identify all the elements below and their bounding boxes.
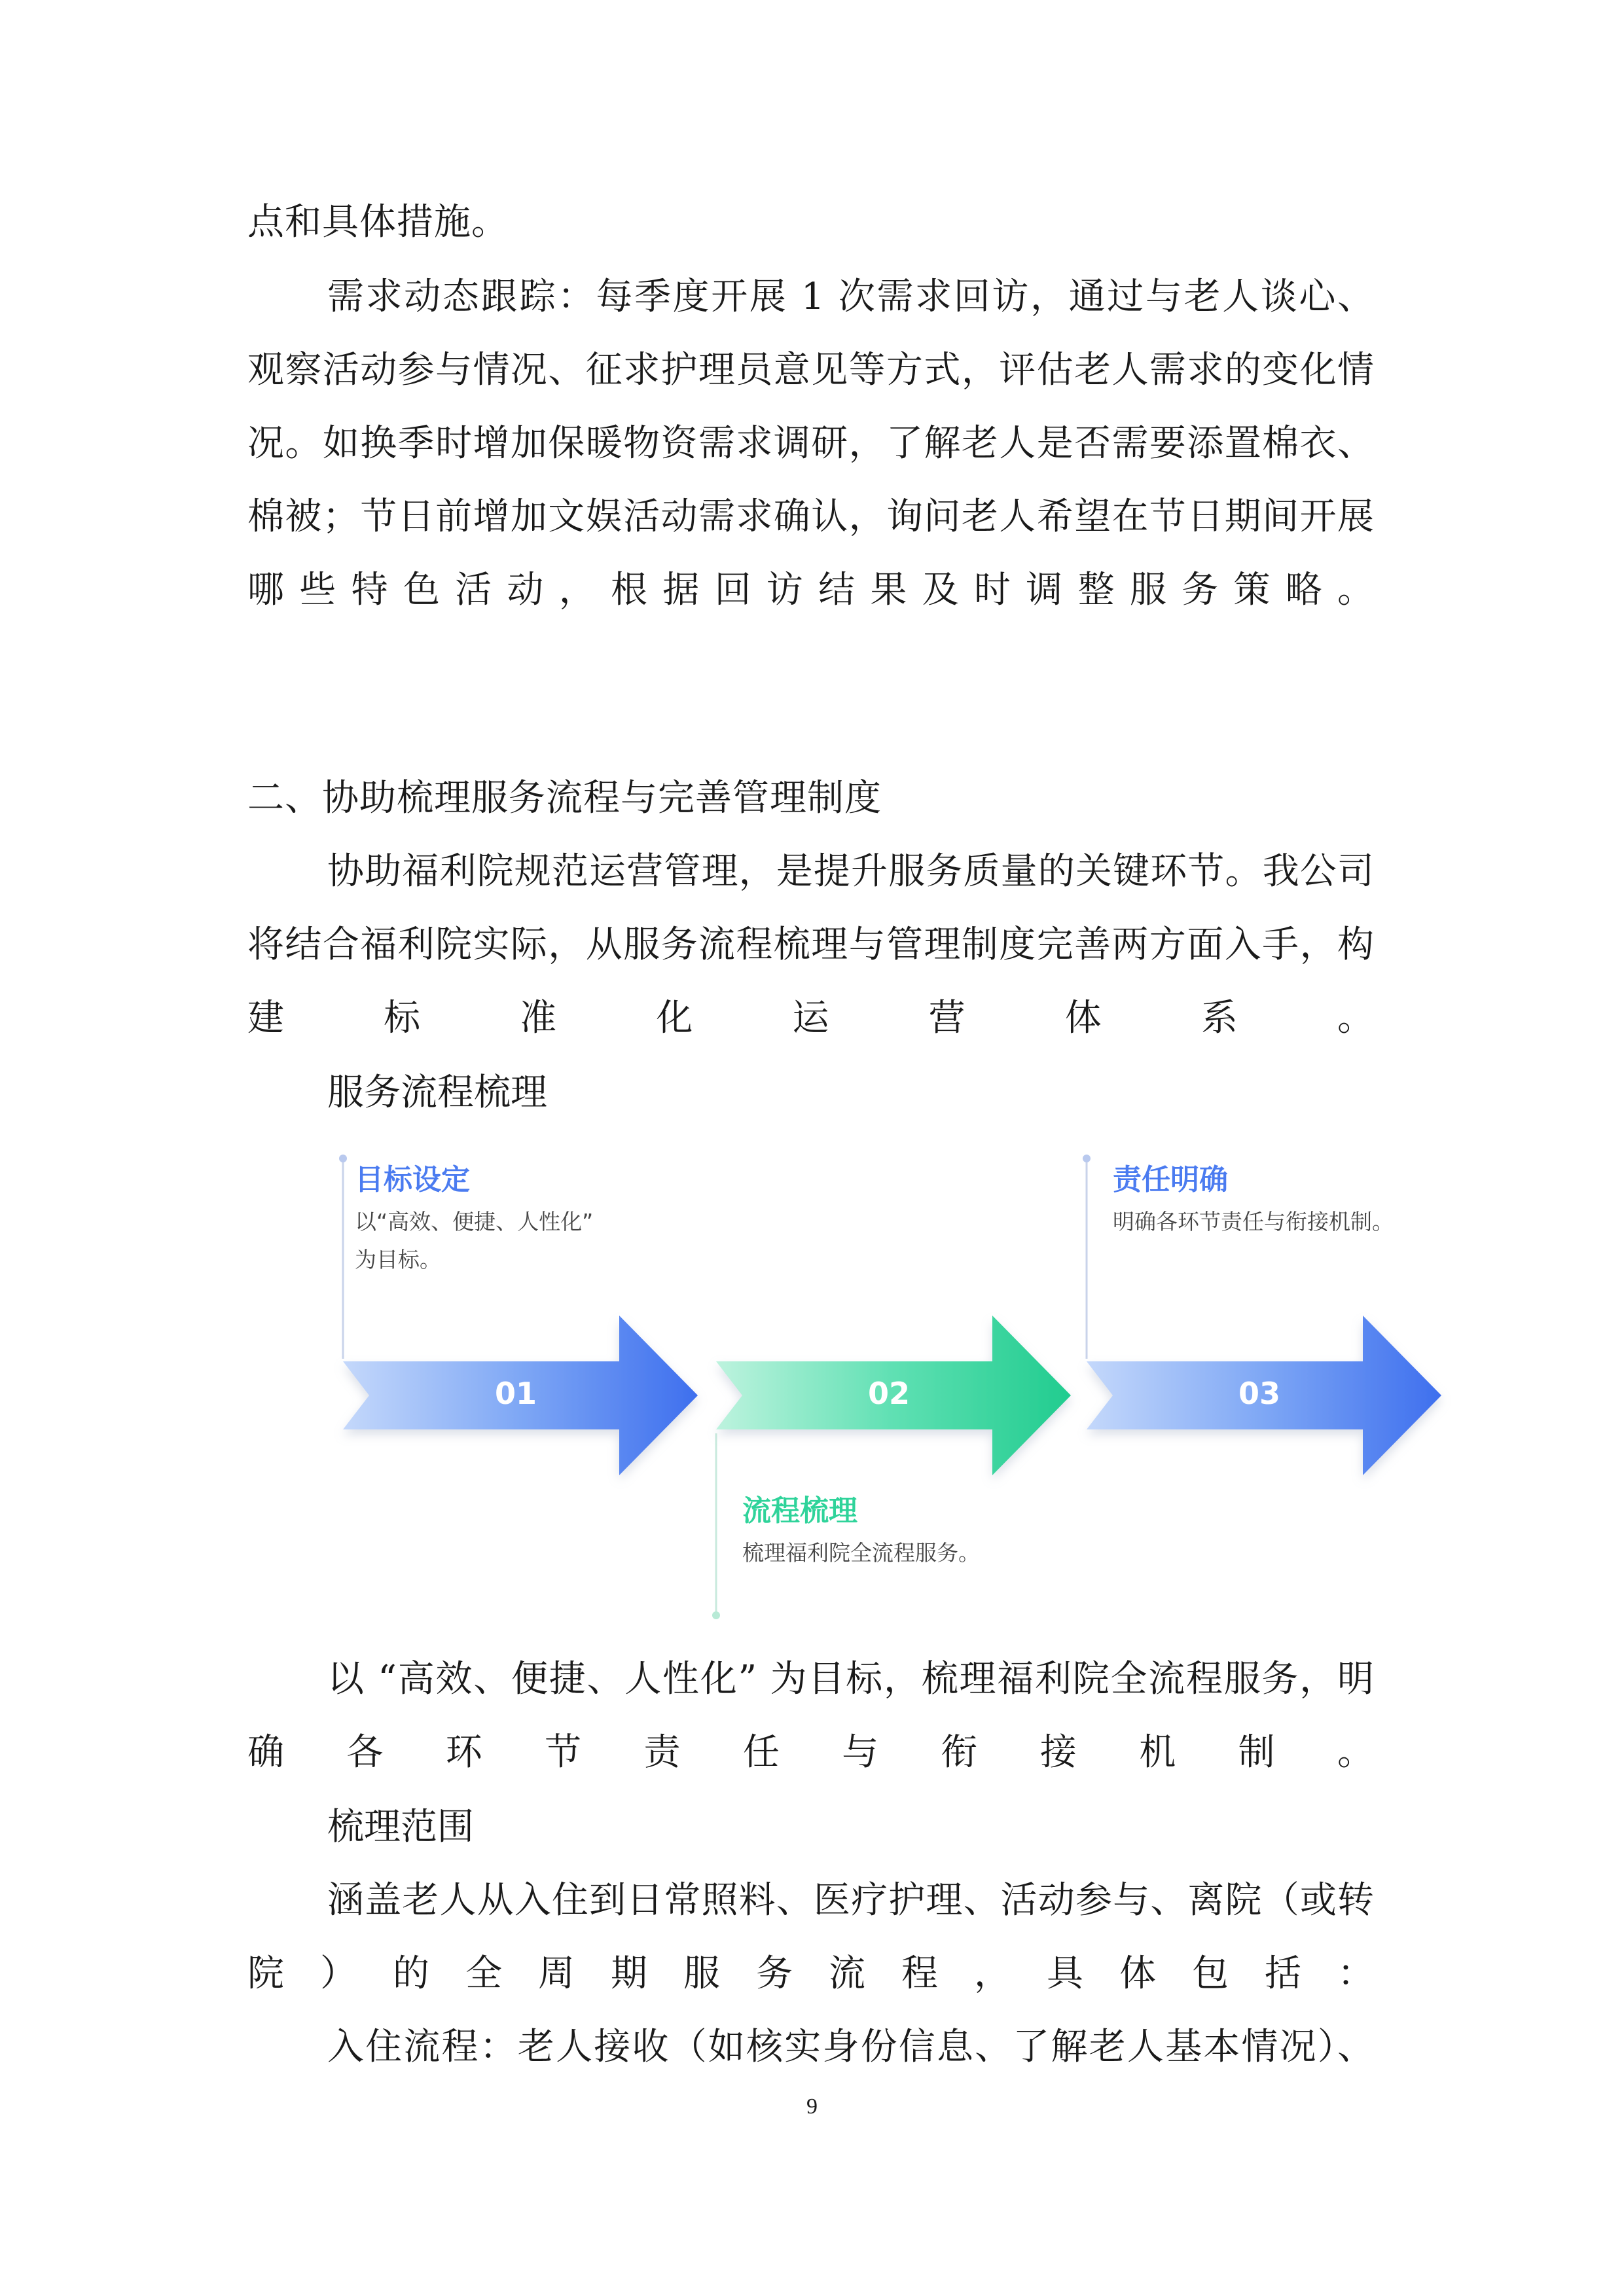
step-title-02: 流程梳理 [742, 1494, 857, 1528]
paragraph-demand-tracking: 需求动态跟踪：每季度开展 1 次需求回访，通过与老人谈心、观察活动参与情况、征求护理员意见等方式，评估老人需求的变化情况。如换季时增加保暖物资需求调研，了解老人是否需要添置棉衣、棉被；节日前增加文娱活动需求确认，询问老人希望在节日期间开展哪些特色活动，根据回访结果及时调整服务策略。 [247, 276, 1375, 611]
arrow-number-02: 02 [867, 1376, 910, 1411]
page-number: 9 [806, 2094, 818, 2119]
step-desc-02: 梳理福利院全流程服务。 [742, 1540, 980, 1566]
subheading-scope: 梳理范围 [327, 1806, 474, 1848]
paragraph-admission: 入住流程：老人接收（如核实身份信息、了解老人基本情况）、 [327, 2026, 1375, 2068]
arrow-number-03: 03 [1238, 1376, 1280, 1411]
step-desc-01-line1: 以“高效、便捷、人性化” [355, 1209, 594, 1234]
arrow-number-01: 01 [494, 1376, 537, 1411]
step-title-01: 目标设定 [355, 1163, 470, 1196]
subheading-service-flow: 服务流程梳理 [327, 1071, 547, 1114]
step-desc-01-line2: 为目标。 [355, 1247, 441, 1272]
paragraph-scope: 涵盖老人从入住到日常照料、医疗护理、活动参与、离院（或转院）的全周期服务流程，具体包括： [247, 1879, 1375, 1995]
paragraph-goal: 以 “高效、便捷、人性化” 为目标，梳理福利院全流程服务，明确各环节责任与衔接机制。 [247, 1658, 1375, 1774]
section-heading: 二、协助梳理服务流程与完善管理制度 [247, 777, 882, 819]
connector-dot-01 [339, 1155, 347, 1162]
paragraph-intro: 协助福利院规范运营管理，是提升服务质量的关键环节。我公司将结合福利院实际，从服务流程梳理与管理制度完善两方面入手，构建标准化运营体系。 [247, 850, 1375, 1039]
step-title-03: 责任明确 [1113, 1163, 1228, 1196]
process-diagram [327, 1126, 1466, 1623]
step-desc-03: 明确各环节责任与衔接机制。 [1113, 1209, 1394, 1234]
paragraph-continuation: 点和具体措施。 [247, 201, 509, 243]
connector-dot-03 [1083, 1155, 1091, 1162]
connector-dot-02 [712, 1611, 720, 1619]
